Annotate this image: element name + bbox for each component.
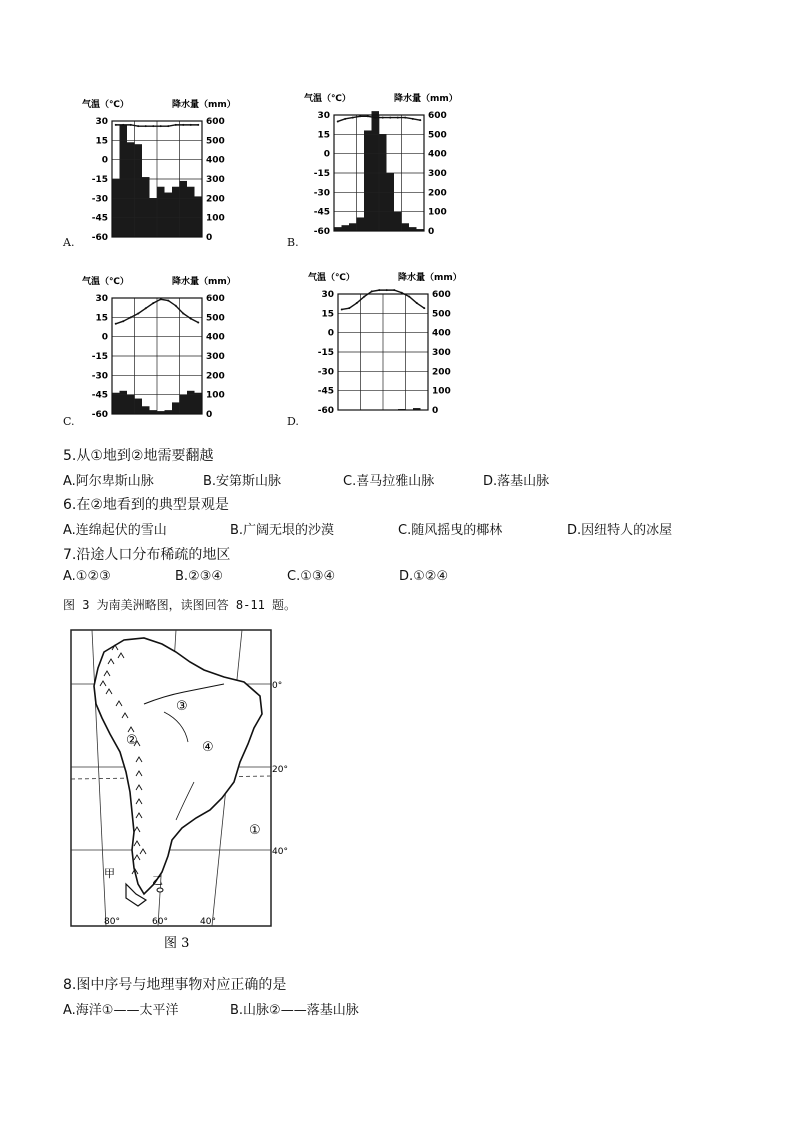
precip-tick-label: 300 [432, 348, 451, 358]
climate-chart-a [80, 95, 255, 245]
question-8-stem: 8.图中序号与地理事物对应正确的是 [63, 977, 287, 993]
climate-chart-b [302, 89, 477, 239]
temp-tick-label: -60 [91, 233, 108, 243]
precip-bar [172, 402, 180, 414]
temperature-point [167, 300, 169, 302]
precip-bar [112, 393, 120, 414]
temperature-point [341, 308, 343, 310]
precip-tick-label: 400 [428, 149, 447, 160]
precip-tick-label: 100 [428, 207, 447, 218]
temp-tick-label: -60 [313, 227, 330, 237]
temperature-point [423, 307, 425, 309]
temp-tick-label: -15 [313, 169, 330, 179]
chart-a-letter: A. [63, 236, 75, 249]
temperature-point [352, 117, 354, 119]
precip-bar [142, 177, 150, 237]
map-marker-1: ① [249, 823, 261, 838]
q7-option-d[interactable]: D.①②④ [399, 569, 449, 584]
temperature-point [190, 318, 192, 320]
temp-tick-label: 0 [101, 332, 108, 343]
temperature-point [359, 115, 361, 117]
precip-tick-label: 100 [206, 213, 225, 224]
temperature-point [197, 124, 199, 126]
temperature-point [167, 125, 169, 127]
climate-chart-c-svg [80, 272, 255, 422]
precip-axis-title: 降水量（mm） [172, 100, 236, 110]
temp-tick-label: -15 [91, 352, 108, 362]
temp-tick-label: -45 [313, 207, 330, 218]
temperature-point [115, 323, 117, 325]
temperature-point [115, 124, 117, 126]
temp-tick-label: -60 [91, 410, 108, 420]
lon-label-80: 80° [104, 917, 120, 927]
precip-bar [172, 187, 180, 237]
precip-tick-label: 600 [432, 290, 451, 300]
temperature-point [175, 305, 177, 307]
temperature-point [416, 302, 418, 304]
temperature-point [401, 292, 403, 294]
precip-tick-label: 0 [432, 406, 439, 416]
precip-tick-label: 100 [206, 390, 225, 401]
temp-tick-label: -15 [91, 175, 108, 185]
question-7-stem: 7.沿途人口分布稀疏的地区 [63, 547, 231, 563]
precip-bar [120, 125, 128, 237]
precip-bar [127, 395, 135, 414]
lon-label-60: 60° [152, 917, 168, 927]
chart-d-letter: D. [287, 415, 299, 428]
south-america-map-svg [64, 622, 294, 952]
chart-c-letter: C. [63, 415, 75, 428]
precip-bar [180, 395, 188, 414]
lon-label-40: 40° [200, 917, 216, 927]
precip-bar [187, 391, 195, 414]
temp-axis-title: 气温（℃） [308, 273, 355, 283]
temp-axis-title: 气温（℃） [304, 94, 351, 104]
precip-bar [387, 173, 395, 231]
map-place-yi: 乙 [152, 874, 163, 887]
temp-tick-label: -45 [317, 386, 334, 397]
precip-bar [157, 187, 165, 237]
precip-bar [402, 223, 410, 231]
temp-tick-label: 30 [317, 111, 330, 121]
precip-tick-label: 200 [206, 371, 225, 382]
temp-tick-label: 15 [321, 309, 334, 320]
precip-bar [135, 399, 143, 414]
temp-tick-label: 15 [95, 136, 108, 147]
climate-chart-d-svg [306, 268, 481, 418]
temperature-point [378, 289, 380, 291]
climate-chart-c [80, 272, 255, 422]
climate-chart-a-svg [80, 95, 255, 245]
temperature-point [412, 118, 414, 120]
temp-axis-title: 气温（℃） [82, 100, 129, 110]
precip-axis-title: 降水量（mm） [394, 94, 458, 104]
q8-option-b[interactable]: B.山脉②——落基山脉 [230, 1003, 359, 1018]
map-marker-3: ③ [176, 699, 188, 714]
temp-tick-label: -45 [91, 390, 108, 401]
temperature-point [408, 296, 410, 298]
precip-axis-title: 降水量（mm） [172, 277, 236, 287]
temperature-point [374, 117, 376, 119]
precip-bar [135, 144, 143, 237]
precip-tick-label: 200 [428, 188, 447, 199]
precip-bar [195, 196, 203, 237]
temperature-point [175, 124, 177, 126]
temperature-point [419, 119, 421, 121]
precip-bar [379, 134, 387, 231]
q5-option-c[interactable]: C.喜马拉雅山脉 [343, 474, 435, 489]
precip-bar [364, 130, 372, 231]
temperature-point [137, 125, 139, 127]
south-america-outline [94, 638, 262, 894]
temperature-point [393, 289, 395, 291]
q6-option-d[interactable]: D.因纽特人的冰屋 [567, 523, 673, 538]
map-marker-4: ④ [202, 740, 214, 755]
temp-tick-label: 15 [95, 313, 108, 324]
precip-bar [394, 212, 402, 231]
temperature-point [130, 316, 132, 318]
temperature-point [190, 124, 192, 126]
precip-bar [195, 393, 203, 414]
temperature-point [160, 298, 162, 300]
precip-bar [127, 142, 135, 237]
lat-label-0: 0° [272, 681, 283, 691]
temperature-point [382, 117, 384, 119]
south-america-map [64, 622, 294, 952]
climate-chart-d [306, 268, 481, 418]
precip-tick-label: 0 [206, 410, 213, 420]
precip-tick-label: 300 [206, 175, 225, 185]
temp-tick-label: 30 [321, 290, 334, 300]
q7-option-a[interactable]: A.①②③ [63, 569, 111, 584]
precip-tick-label: 200 [432, 367, 451, 378]
map-marker-2: ② [126, 733, 138, 748]
q7-option-b[interactable]: B.②③④ [175, 569, 224, 584]
q6-option-b[interactable]: B.广阔无垠的沙漠 [230, 523, 335, 538]
climate-chart-b-svg [302, 89, 477, 239]
temperature-point [363, 296, 365, 298]
temperature-point [122, 320, 124, 322]
temperature-point [130, 124, 132, 126]
precip-tick-label: 0 [206, 233, 213, 243]
temperature-point [152, 125, 154, 127]
precip-tick-label: 400 [206, 155, 225, 166]
precip-tick-label: 500 [428, 130, 447, 141]
temperature-point [160, 125, 162, 127]
temp-tick-label: -30 [91, 194, 108, 205]
temp-tick-label: -30 [317, 367, 334, 378]
q5-option-b[interactable]: B.安第斯山脉 [203, 474, 282, 489]
precip-tick-label: 400 [206, 332, 225, 343]
precip-tick-label: 600 [428, 111, 447, 121]
precip-bar [180, 181, 188, 237]
temperature-point [356, 302, 358, 304]
chart-b-letter: B. [287, 236, 299, 249]
temp-axis-title: 气温（℃） [82, 277, 129, 287]
precip-bar [165, 193, 173, 237]
precip-tick-label: 200 [206, 194, 225, 205]
q8-option-a[interactable]: A.海洋①——太平洋 [63, 1003, 179, 1018]
question-5-stem: 5.从①地到②地需要翻越 [63, 448, 214, 464]
q7-option-c[interactable]: C.①③④ [287, 569, 336, 584]
temperature-point [137, 312, 139, 314]
temperature-point [145, 307, 147, 309]
precip-tick-label: 500 [206, 136, 225, 147]
precip-bar [357, 217, 365, 231]
figure-3-intro: 图 3 为南美洲略图，读图回答 8-11 题。 [63, 598, 297, 612]
precip-tick-label: 400 [432, 328, 451, 339]
precip-tick-label: 300 [428, 169, 447, 179]
q5-option-d[interactable]: D.落基山脉 [483, 474, 550, 489]
precip-tick-label: 600 [206, 117, 225, 127]
temperature-point [337, 120, 339, 122]
lat-label-20: 20° [272, 765, 288, 775]
temperature-point [348, 307, 350, 309]
precip-bar [342, 225, 350, 231]
temp-tick-label: 0 [101, 155, 108, 166]
temperature-point [182, 124, 184, 126]
precip-tick-label: 500 [432, 309, 451, 320]
temp-tick-label: 15 [317, 130, 330, 141]
lat-label-40: 40° [272, 847, 288, 857]
precip-tick-label: 0 [428, 227, 435, 237]
precip-bar [112, 179, 120, 237]
precip-bar [187, 187, 195, 237]
temperature-point [197, 321, 199, 323]
temp-tick-label: 30 [95, 117, 108, 127]
temp-tick-label: 0 [323, 149, 330, 160]
map-place-jia: 甲 [104, 867, 115, 880]
temperature-point [182, 312, 184, 314]
temp-tick-label: -45 [91, 213, 108, 224]
temperature-point [152, 302, 154, 304]
precip-tick-label: 300 [206, 352, 225, 362]
temp-tick-label: -30 [313, 188, 330, 199]
precip-tick-label: 500 [206, 313, 225, 324]
temperature-point [371, 290, 373, 292]
temp-tick-label: 30 [95, 294, 108, 304]
q6-option-c[interactable]: C.随风摇曳的椰林 [398, 523, 503, 538]
temperature-point [386, 289, 388, 291]
temp-tick-label: -30 [91, 371, 108, 382]
q6-option-a[interactable]: A.连绵起伏的雪山 [63, 523, 167, 538]
temperature-point [389, 117, 391, 119]
map-caption: 图 3 [164, 936, 190, 951]
temp-tick-label: 0 [327, 328, 334, 339]
precip-tick-label: 100 [432, 386, 451, 397]
question-6-stem: 6.在②地看到的典型景观是 [63, 497, 229, 513]
precip-tick-label: 600 [206, 294, 225, 304]
temperature-point [122, 124, 124, 126]
precip-bar [349, 223, 357, 231]
temperature-point [404, 117, 406, 119]
precip-axis-title: 降水量（mm） [398, 273, 462, 283]
precip-bar [120, 391, 128, 414]
temperature-point [145, 125, 147, 127]
temp-tick-label: -60 [317, 406, 334, 416]
temp-tick-label: -15 [317, 348, 334, 358]
temperature-point [367, 115, 369, 117]
precip-bar [142, 406, 150, 414]
temperature-point [344, 118, 346, 120]
temperature-point [397, 117, 399, 119]
precip-bar [372, 111, 380, 231]
q5-option-a[interactable]: A.阿尔卑斯山脉 [63, 474, 154, 489]
